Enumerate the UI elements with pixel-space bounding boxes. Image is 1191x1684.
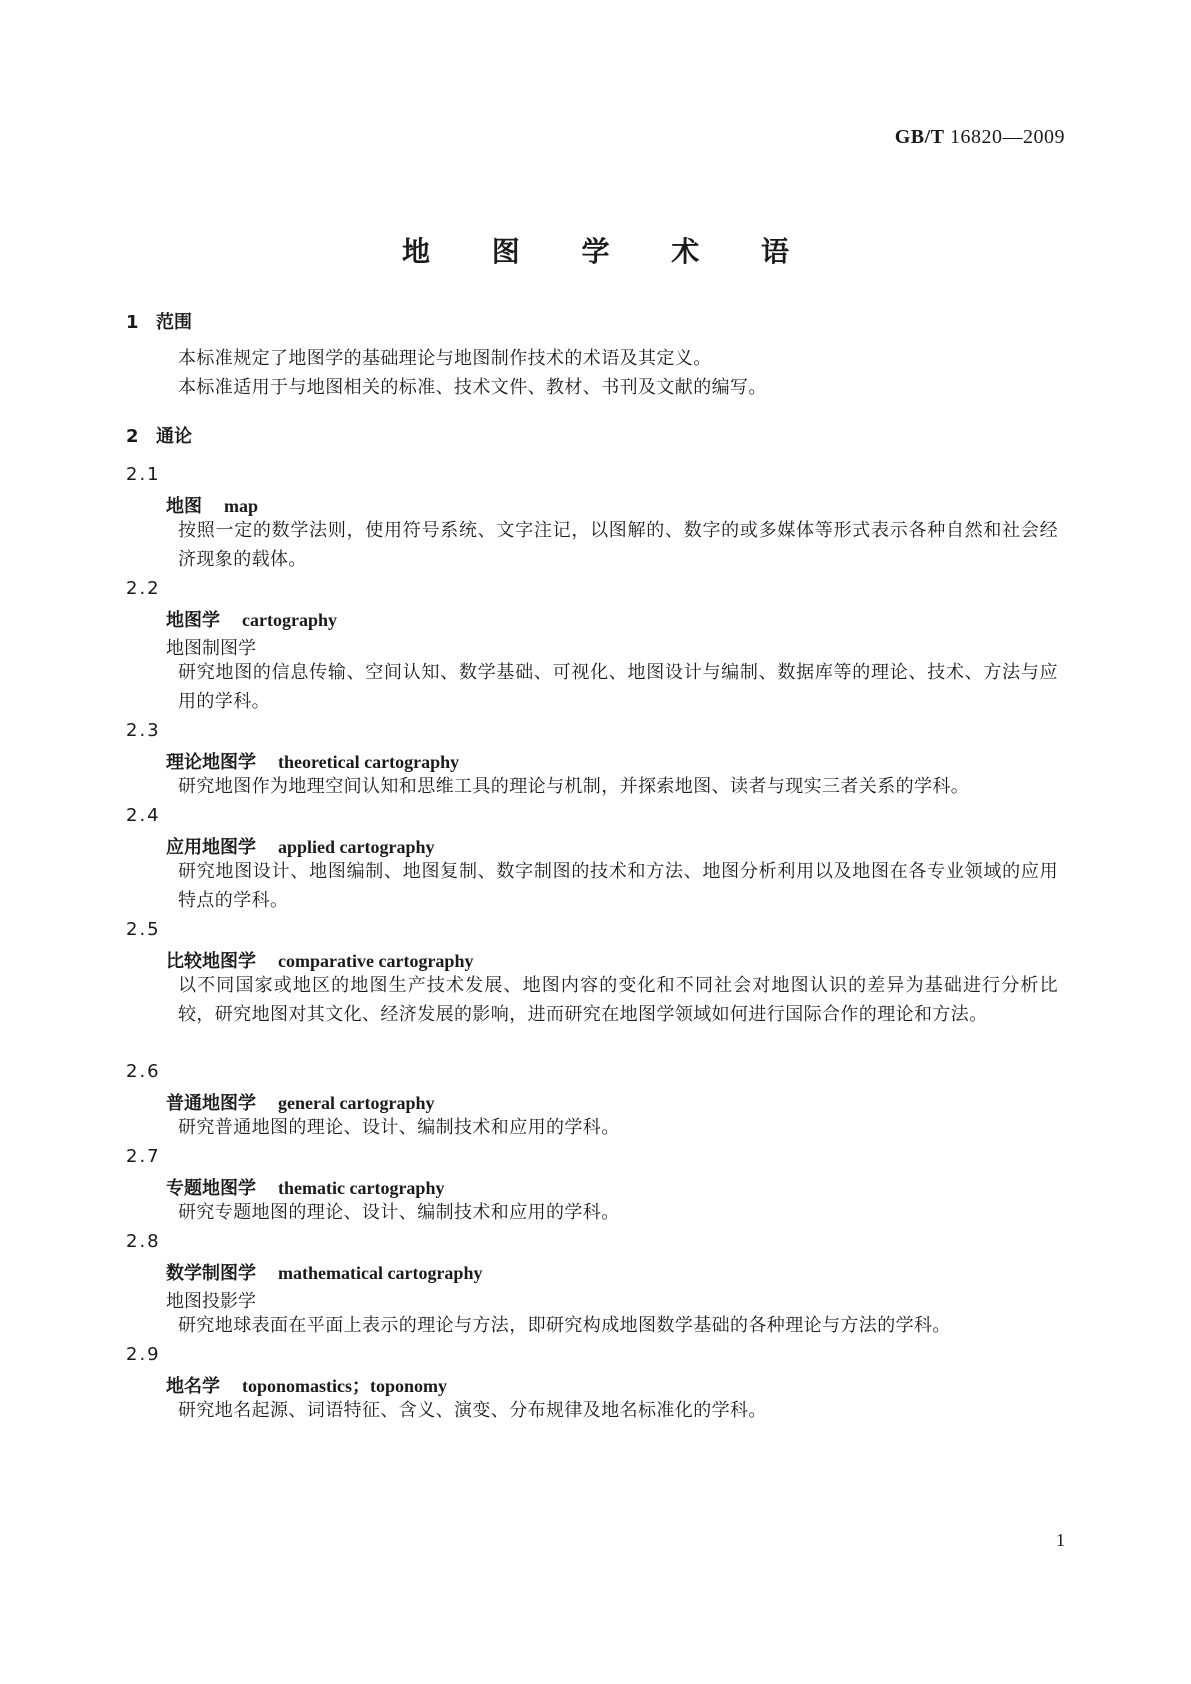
term-definition: 研究普通地图的理论、设计、编制技术和应用的学科。 bbox=[178, 1117, 620, 1138]
term-number: 2.9 bbox=[126, 1344, 161, 1365]
term-definition: 按照一定的数学法则，使用符号系统、文字注记，以图解的、数字的或多媒体等形式表示各种自然和社会经济现象的载体。 bbox=[178, 520, 1058, 570]
section-heading: 1 范围 bbox=[126, 312, 192, 333]
term-synonym: 地图制图学 bbox=[166, 638, 256, 659]
term-heading: 普通地图学 general cartography bbox=[166, 1093, 435, 1114]
scope-paragraph: 本标准适用于与地图相关的标准、技术文件、教材、书刊及文献的编写。 bbox=[178, 377, 767, 398]
term-heading: 应用地图学 applied cartography bbox=[166, 837, 435, 858]
term-number: 2.6 bbox=[126, 1061, 161, 1082]
term-heading: 专题地图学 thematic cartography bbox=[166, 1178, 445, 1199]
term-number: 2.2 bbox=[126, 578, 161, 599]
term-number: 2.5 bbox=[126, 919, 161, 940]
term-heading: 地图学 cartography bbox=[166, 610, 337, 631]
term-heading: 地名学 toponomastics；toponomy bbox=[166, 1376, 448, 1397]
section-heading: 2 通论 bbox=[126, 426, 192, 447]
term-definition: 研究地球表面在平面上表示的理论与方法，即研究构成地图数学基础的各种理论与方法的学科。 bbox=[178, 1315, 951, 1336]
term-number: 2.4 bbox=[126, 805, 161, 826]
term-definition: 以不同国家或地区的地图生产技术发展、地图内容的变化和不同社会对地图认识的差异为基础进行分析比较，研究地图对其文化、经济发展的影响，进而研究在地图学领域如何进行国际合作的理论和方法。 bbox=[178, 975, 1058, 1025]
page-number: 1 bbox=[1056, 1530, 1065, 1550]
term-definition: 研究专题地图的理论、设计、编制技术和应用的学科。 bbox=[178, 1202, 620, 1223]
document-title: 地 图 学 术 语 bbox=[402, 235, 815, 268]
term-heading: 比较地图学 comparative cartography bbox=[166, 951, 474, 972]
term-synonym: 地图投影学 bbox=[166, 1291, 256, 1312]
term-number: 2.7 bbox=[126, 1146, 161, 1167]
term-number: 2.3 bbox=[126, 720, 161, 741]
term-heading: 地图 map bbox=[166, 496, 259, 517]
term-number: 2.1 bbox=[126, 464, 161, 485]
term-number: 2.8 bbox=[126, 1231, 161, 1252]
scope-paragraph: 本标准规定了地图学的基础理论与地图制作技术的术语及其定义。 bbox=[178, 348, 712, 369]
term-heading: 理论地图学 theoretical cartography bbox=[166, 752, 460, 773]
term-definition: 研究地名起源、词语特征、含义、演变、分布规律及地名标准化的学科。 bbox=[178, 1400, 767, 1421]
term-heading: 数学制图学 mathematical cartography bbox=[166, 1263, 483, 1284]
standard-code: GB/T 16820—2009 bbox=[894, 126, 1065, 148]
term-definition: 研究地图作为地理空间认知和思维工具的理论与机制，并探索地图、读者与现实三者关系的学科。 bbox=[178, 776, 970, 797]
term-definition: 研究地图设计、地图编制、地图复制、数字制图的技术和方法、地图分析利用以及地图在各专业领域的应用特点的学科。 bbox=[178, 861, 1058, 911]
term-definition: 研究地图的信息传输、空间认知、数学基础、可视化、地图设计与编制、数据库等的理论、技术、方法与应用的学科。 bbox=[178, 662, 1058, 712]
